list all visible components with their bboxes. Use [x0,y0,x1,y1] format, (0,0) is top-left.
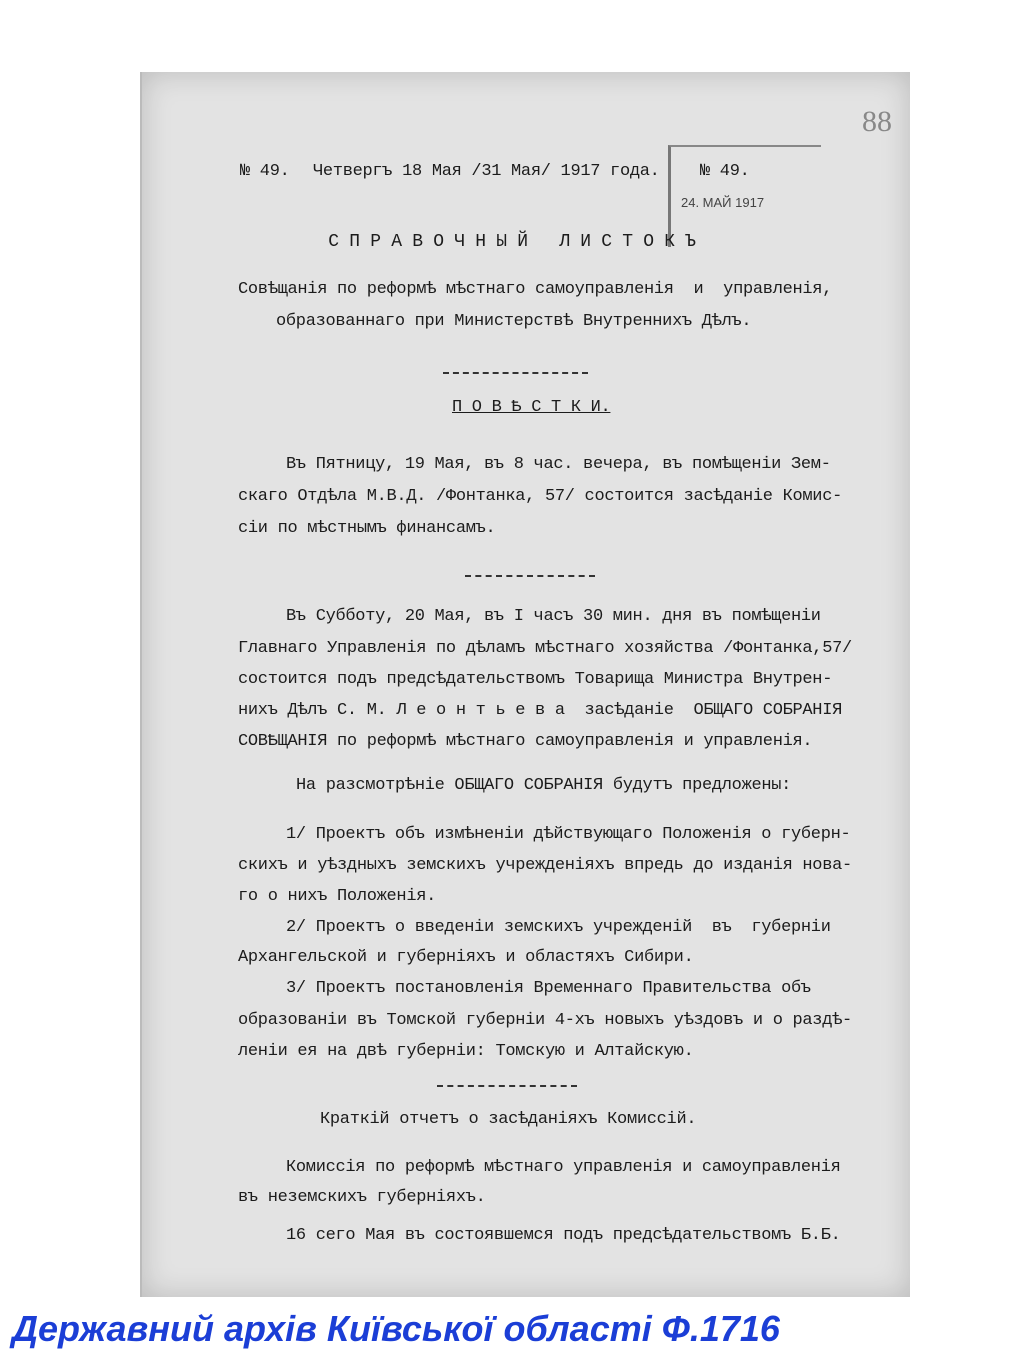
agenda-line: 1/ Проектъ объ измѣненіи дѣйствующаго Положенія о губерн- [286,825,851,844]
header-date: Четвергъ 18 Мая /31 Мая/ 1917 года. [313,162,660,181]
para1-line: сіи по мѣстнымъ финансамъ. [238,519,496,538]
agenda-line: Архангельской и губерніяхъ и областяхъ Сибири. [238,948,694,967]
header-number-left: № 49. [240,162,290,181]
report-line: Комиссія по реформѣ мѣстнаго управленія и самоуправленія [286,1158,841,1177]
agenda-intro: На разсмотрѣніе ОБЩАГО СОБРАНІЯ будутъ предложены: [296,776,792,795]
para2-line: состоится подъ предсѣдательствомъ Товарища Министра Внутрен- [238,670,833,689]
archive-page-number: 88 [862,105,892,138]
para1-line: скаго Отдѣла М.В.Д. /Фонтанка, 57/ состоится засѣданіе Комис- [238,487,843,506]
agenda-line: 2/ Проектъ о введеніи земскихъ учрежденій въ губерніи [286,918,831,937]
report-line: 16 сего Мая въ состоявшемся подъ предсѣдательствомъ Б.Б. [286,1226,841,1245]
section-heading-text: П О В Ѣ С Т К И. [452,398,611,417]
agenda-line: скихъ и уѣздныхъ земскихъ учрежденіяхъ впредь до изданія нова- [238,856,852,875]
document-title: С П Р А В О Ч Н Ы Й Л И С Т О К Ъ [328,232,696,252]
report-heading: Краткій отчетъ о засѣданіяхъ Комиссій. [320,1110,697,1129]
header-number-right: № 49. [700,162,750,181]
para2-line: Въ Субботу, 20 Мая, въ I часъ 30 мин. дня въ помѣщеніи [286,607,821,626]
divider [437,1085,577,1087]
agenda-line: 3/ Проектъ постановленія Временнаго Правительства объ [286,979,811,998]
archive-watermark: Державний архів Київської області Ф.1716 [12,1308,780,1349]
agenda-line: образованіи въ Томской губерніи 4-хъ новыхъ уѣздовъ и о раздѣ- [238,1011,852,1030]
para2-line: СОВѢЩАНІЯ по реформѣ мѣстнаго самоуправленія и управленія. [238,732,813,751]
stamp-date: 24. МАЙ 1917 [681,195,765,210]
para1-line: Въ Пятницу, 19 Мая, въ 8 час. вечера, въ помѣщеніи Зем- [286,455,831,474]
para2-line: нихъ Дѣлъ С. М. Л е о н т ь е в а засѣданіе ОБЩАГО СОБРАНІЯ [238,701,843,720]
report-line: въ неземскихъ губерніяхъ. [238,1188,486,1207]
divider [465,575,595,577]
agenda-line: го о нихъ Положенія. [238,887,437,906]
divider [443,372,588,374]
section-heading [452,398,610,417]
para2-line: Главнаго Управленія по дѣламъ мѣстнаго хозяйства /Фонтанка,57/ [238,639,852,658]
subtitle-line: образованнаго при Министерствѣ Внутреннихъ Дѣлъ. [276,312,752,331]
subtitle-line: Совѣщанія по реформѣ мѣстнаго самоуправленія и управленія, [238,280,833,299]
agenda-line: леніи ея на двѣ губерніи: Томскую и Алтайскую. [238,1042,694,1061]
